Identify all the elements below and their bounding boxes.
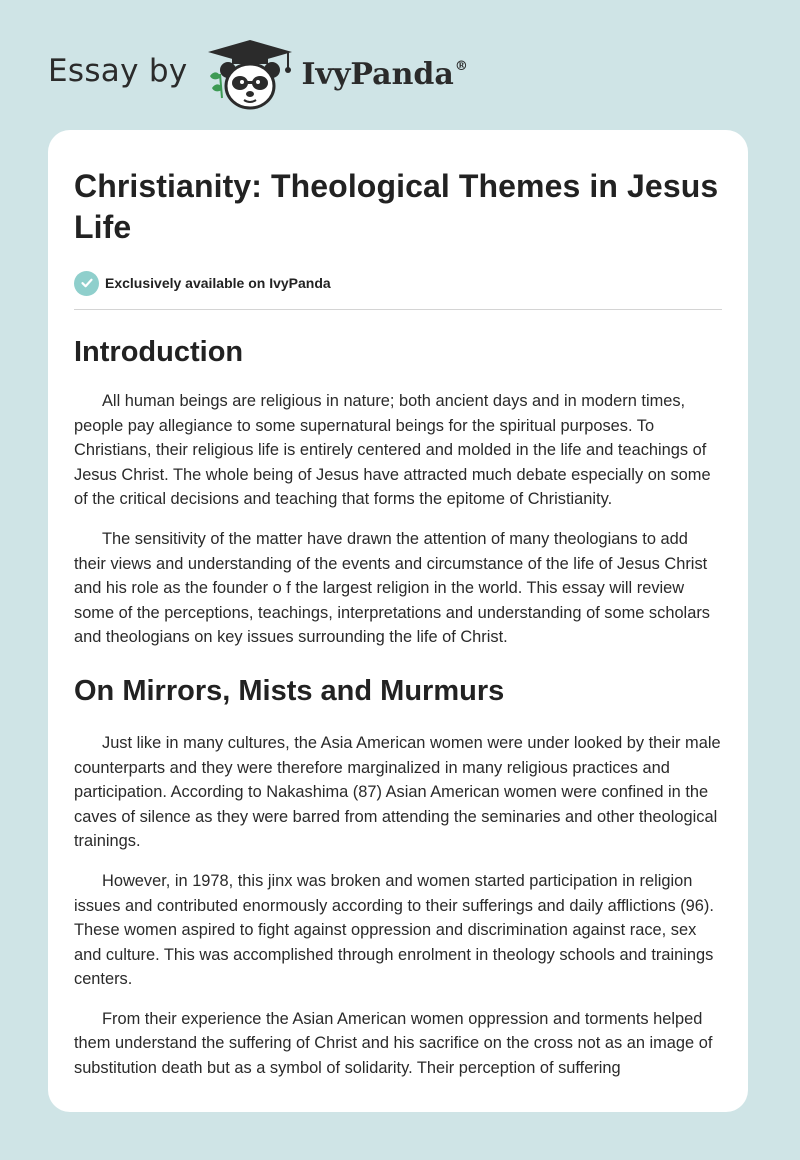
paragraph: However, in 1978, this jinx was broken and women started participation in religion issues and contributed enormously according to their sufferings and daily afflictions (96). These women aspired to fight against oppression and discrimination against race, sex and culture. This was accomplished through enrolment in theology schools and trainings centers. bbox=[74, 871, 714, 989]
essay-card bbox=[48, 130, 748, 1112]
check-icon bbox=[74, 271, 99, 296]
paragraph: From their experience the Asian American women oppression and torments helped them understand the suffering of Christ and his sacrifice on the cross not as an image of substitution death but as a symbol of solidarity. Their perception of suffering bbox=[74, 1009, 713, 1078]
essay-title: Christianity: Theological Themes in Jesus Life bbox=[74, 168, 719, 245]
essay-by-label: Essay by bbox=[48, 53, 188, 89]
brand-name[interactable]: IvyPanda® bbox=[301, 56, 468, 92]
divider bbox=[74, 309, 722, 310]
registered-mark: ® bbox=[454, 58, 468, 74]
paragraph: Just like in many cultures, the Asia American women were under looked by their male counterparts and they were therefore marginalized in many religious practices and participation. According to Nakashima (87) Asian American women were confined in the caves of silence as they were barred from attending the seminaries and other theological trainings. bbox=[74, 733, 721, 851]
panda-logo-icon[interactable] bbox=[204, 36, 296, 112]
badge-label: Exclusively available on IvyPanda bbox=[105, 275, 331, 291]
site-header bbox=[48, 34, 468, 114]
paragraph: The sensitivity of the matter have drawn the attention of many theologians to add their views and understanding of the events and circumstance of the life of Jesus Christ and his role as the founder o f the largest religion in the world. This essay will review some of the perceptions, teachings, interpretations and understanding of some scholars and theologians on key issues surrounding the life of Christ. bbox=[74, 529, 710, 647]
section-heading: Introduction bbox=[74, 336, 244, 368]
exclusive-badge bbox=[74, 270, 722, 296]
paragraph: All human beings are religious in nature; both ancient days and in modern times, people pay allegiance to some supernatural beings for the spiritual purposes. To Christians, their religious life is entirely centered and molded in the life and teachings of Jesus Christ. The whole being of Jesus have attracted much debate especially on some of the critical decisions and teaching that forms the epitome of Christianity. bbox=[74, 392, 711, 509]
section-heading: On Mirrors, Mists and Murmurs bbox=[74, 674, 505, 707]
